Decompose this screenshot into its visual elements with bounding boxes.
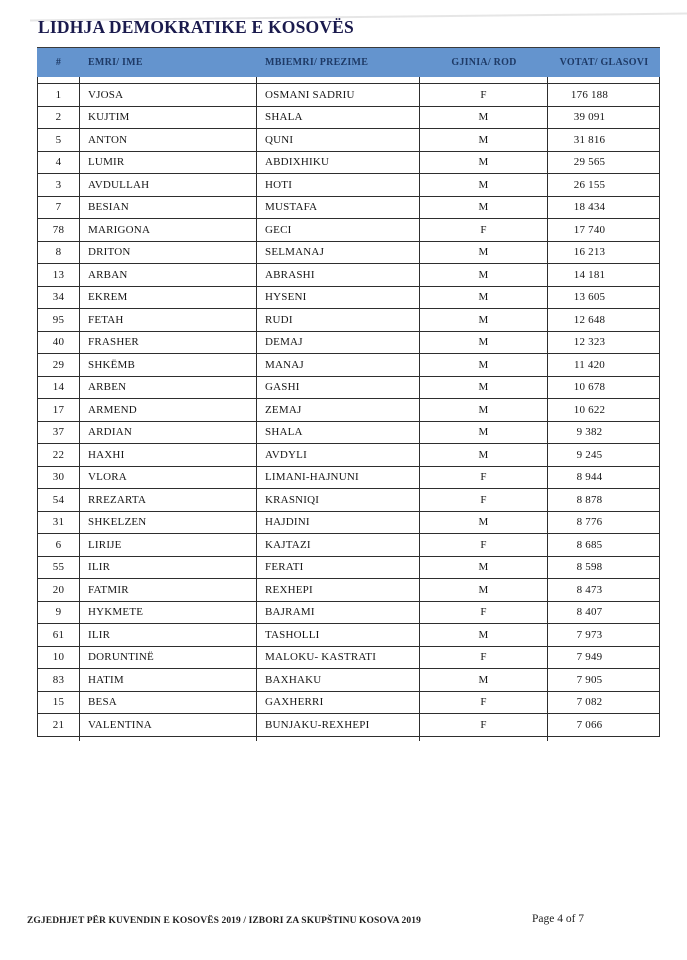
last-name-cell: ABDIXHIKU bbox=[257, 152, 420, 174]
first-name-cell: VLORA bbox=[80, 467, 257, 489]
party-title: LIDHJA DEMOKRATIKE E KOSOVËS bbox=[38, 17, 354, 37]
last-name-cell: GECI bbox=[257, 219, 420, 241]
gender-cell: M bbox=[420, 242, 548, 264]
first-name-cell: ILIR bbox=[80, 557, 257, 579]
table-row bbox=[38, 691, 659, 714]
votes-cell: 31 816 bbox=[573, 133, 606, 146]
gender-cell: M bbox=[420, 579, 548, 601]
col-header-first-name: EMRI/ IME bbox=[88, 57, 143, 68]
last-name-cell: KRASNIQI bbox=[257, 489, 420, 511]
first-name-cell: VALENTINA bbox=[80, 714, 257, 736]
table-header-row bbox=[37, 47, 660, 77]
last-name-cell: MUSTAFA bbox=[257, 197, 420, 219]
first-name-cell: SHKËMB bbox=[80, 354, 257, 376]
rank-cell: 37 bbox=[38, 422, 80, 444]
last-name-cell: RUDI bbox=[257, 309, 420, 331]
votes-cell: 14 181 bbox=[573, 268, 606, 281]
table-row bbox=[38, 83, 659, 106]
last-name-cell: MALOKU- KASTRATI bbox=[257, 647, 420, 669]
gender-cell: M bbox=[420, 174, 548, 196]
table-row bbox=[38, 443, 659, 466]
last-name-cell: GAXHERRI bbox=[257, 692, 420, 714]
last-name-cell: SHALA bbox=[257, 107, 420, 129]
gender-cell: M bbox=[420, 287, 548, 309]
gender-cell: F bbox=[420, 534, 548, 556]
last-name-cell: HYSENI bbox=[257, 287, 420, 309]
table-row bbox=[38, 241, 659, 264]
last-name-cell: REXHEPI bbox=[257, 579, 420, 601]
gender-cell: F bbox=[420, 467, 548, 489]
first-name-cell: MARIGONA bbox=[80, 219, 257, 241]
gender-cell: M bbox=[420, 422, 548, 444]
candidates-table bbox=[37, 47, 660, 742]
votes-cell: 8 685 bbox=[576, 538, 603, 551]
rank-cell: 30 bbox=[38, 467, 80, 489]
votes-cell: 7 082 bbox=[576, 696, 603, 709]
table-row bbox=[38, 466, 659, 489]
first-name-cell: BESIAN bbox=[80, 197, 257, 219]
last-name-cell: QUNI bbox=[257, 129, 420, 151]
table-row bbox=[38, 376, 659, 399]
rank-cell: 29 bbox=[38, 354, 80, 376]
last-name-cell: HOTI bbox=[257, 174, 420, 196]
table-row bbox=[38, 713, 659, 736]
rank-cell: 40 bbox=[38, 332, 80, 354]
first-name-cell: LIRIJE bbox=[80, 534, 257, 556]
last-name-cell: SHALA bbox=[257, 422, 420, 444]
table-row bbox=[38, 668, 659, 691]
gender-cell: F bbox=[420, 84, 548, 106]
last-name-cell: FERATI bbox=[257, 557, 420, 579]
last-name-cell: ZEMAJ bbox=[257, 399, 420, 421]
votes-cell: 17 740 bbox=[573, 223, 606, 236]
table-row bbox=[38, 511, 659, 534]
table-row bbox=[38, 106, 659, 129]
first-name-cell: HATIM bbox=[80, 669, 257, 691]
gender-cell: M bbox=[420, 557, 548, 579]
table-row bbox=[38, 218, 659, 241]
votes-cell: 10 678 bbox=[573, 381, 606, 394]
last-name-cell: SELMANAJ bbox=[257, 242, 420, 264]
last-name-cell: BAJRAMI bbox=[257, 602, 420, 624]
first-name-cell: SHKELZEN bbox=[80, 512, 257, 534]
votes-cell: 176 188 bbox=[570, 88, 609, 101]
rank-cell: 3 bbox=[38, 174, 80, 196]
rank-cell: 15 bbox=[38, 692, 80, 714]
table-row bbox=[38, 646, 659, 669]
col-header-votes: VOTAT/ GLASOVI bbox=[559, 57, 649, 68]
votes-cell: 9 382 bbox=[576, 426, 603, 439]
first-name-cell: EKREM bbox=[80, 287, 257, 309]
rank-cell: 61 bbox=[38, 624, 80, 646]
rank-cell: 22 bbox=[38, 444, 80, 466]
votes-cell: 8 473 bbox=[576, 583, 603, 596]
rank-cell: 5 bbox=[38, 129, 80, 151]
table-body bbox=[37, 77, 660, 737]
first-name-cell: DORUNTINË bbox=[80, 647, 257, 669]
gender-cell: M bbox=[420, 669, 548, 691]
votes-cell: 13 605 bbox=[573, 291, 606, 304]
votes-cell: 12 648 bbox=[573, 313, 606, 326]
first-name-cell: ARBEN bbox=[80, 377, 257, 399]
table-row bbox=[38, 151, 659, 174]
table-row bbox=[38, 421, 659, 444]
table-row bbox=[38, 308, 659, 331]
first-name-cell: ARBAN bbox=[80, 264, 257, 286]
rank-cell: 6 bbox=[38, 534, 80, 556]
gender-cell: F bbox=[420, 602, 548, 624]
votes-cell: 7 905 bbox=[576, 673, 603, 686]
gender-cell: F bbox=[420, 647, 548, 669]
first-name-cell: FETAH bbox=[80, 309, 257, 331]
rank-cell: 20 bbox=[38, 579, 80, 601]
gender-cell: M bbox=[420, 152, 548, 174]
votes-cell: 8 776 bbox=[576, 516, 603, 529]
rank-cell: 9 bbox=[38, 602, 80, 624]
votes-cell: 8 878 bbox=[576, 493, 603, 506]
page-number: Page 4 of 7 bbox=[532, 913, 585, 925]
votes-cell: 8 598 bbox=[576, 561, 603, 574]
last-name-cell: GASHI bbox=[257, 377, 420, 399]
rank-cell: 34 bbox=[38, 287, 80, 309]
first-name-cell: BESA bbox=[80, 692, 257, 714]
table-row bbox=[38, 556, 659, 579]
gender-cell: M bbox=[420, 197, 548, 219]
rank-cell: 14 bbox=[38, 377, 80, 399]
table-row bbox=[38, 398, 659, 421]
gender-cell: M bbox=[420, 624, 548, 646]
last-name-cell: AVDYLI bbox=[257, 444, 420, 466]
header-gap bbox=[38, 77, 659, 83]
rank-cell: 31 bbox=[38, 512, 80, 534]
first-name-cell: RREZARTA bbox=[80, 489, 257, 511]
gender-cell: M bbox=[420, 107, 548, 129]
votes-cell: 8 944 bbox=[576, 471, 603, 484]
first-name-cell: LUMIR bbox=[80, 152, 257, 174]
first-name-cell: AVDULLAH bbox=[80, 174, 257, 196]
rank-cell: 10 bbox=[38, 647, 80, 669]
rank-cell: 8 bbox=[38, 242, 80, 264]
gender-cell: F bbox=[420, 692, 548, 714]
gender-cell: M bbox=[420, 129, 548, 151]
votes-cell: 11 420 bbox=[573, 358, 606, 371]
rank-cell: 1 bbox=[38, 84, 80, 106]
votes-cell: 7 949 bbox=[576, 651, 603, 664]
first-name-cell: ARMEND bbox=[80, 399, 257, 421]
votes-cell: 39 091 bbox=[573, 111, 606, 124]
first-name-cell: HYKMETE bbox=[80, 602, 257, 624]
first-name-cell: HAXHI bbox=[80, 444, 257, 466]
rank-cell: 21 bbox=[38, 714, 80, 736]
votes-cell: 9 245 bbox=[576, 448, 603, 461]
table-row bbox=[38, 173, 659, 196]
last-name-cell: BAXHAKU bbox=[257, 669, 420, 691]
votes-cell: 7 973 bbox=[576, 628, 603, 641]
last-name-cell: HAJDINI bbox=[257, 512, 420, 534]
gender-cell: M bbox=[420, 444, 548, 466]
last-name-cell: TASHOLLI bbox=[257, 624, 420, 646]
table-row bbox=[38, 488, 659, 511]
last-name-cell: KAJTAZI bbox=[257, 534, 420, 556]
rank-cell: 54 bbox=[38, 489, 80, 511]
votes-cell: 7 066 bbox=[576, 718, 603, 731]
first-name-cell: VJOSA bbox=[80, 84, 257, 106]
rank-cell: 95 bbox=[38, 309, 80, 331]
table-bottom-scan-stubs bbox=[37, 737, 660, 742]
first-name-cell: ARDIAN bbox=[80, 422, 257, 444]
rank-cell: 17 bbox=[38, 399, 80, 421]
votes-cell: 12 323 bbox=[573, 336, 606, 349]
gender-cell: M bbox=[420, 309, 548, 331]
last-name-cell: MANAJ bbox=[257, 354, 420, 376]
rank-cell: 4 bbox=[38, 152, 80, 174]
gender-cell: M bbox=[420, 512, 548, 534]
rank-cell: 7 bbox=[38, 197, 80, 219]
gender-cell: M bbox=[420, 399, 548, 421]
table-row bbox=[38, 286, 659, 309]
last-name-cell: OSMANI SADRIU bbox=[257, 84, 420, 106]
last-name-cell: ABRASHI bbox=[257, 264, 420, 286]
first-name-cell: DRITON bbox=[80, 242, 257, 264]
rank-cell: 83 bbox=[38, 669, 80, 691]
table-row bbox=[38, 331, 659, 354]
votes-cell: 8 407 bbox=[576, 606, 603, 619]
gender-cell: F bbox=[420, 219, 548, 241]
col-header-gender: GJINIA/ ROD bbox=[451, 57, 517, 68]
gender-cell: M bbox=[420, 264, 548, 286]
gender-cell: M bbox=[420, 332, 548, 354]
table-row bbox=[38, 533, 659, 556]
table-row bbox=[38, 623, 659, 646]
votes-cell: 26 155 bbox=[573, 178, 606, 191]
first-name-cell: FATMIR bbox=[80, 579, 257, 601]
votes-cell: 29 565 bbox=[573, 156, 606, 169]
footer-election-label: ZGJEDHJET PËR KUVENDIN E KOSOVËS 2019 / IZBORI ZA SKUPŠTINU KOSOVA 2019 bbox=[27, 916, 421, 926]
last-name-cell: BUNJAKU-REXHEPI bbox=[257, 714, 420, 736]
table-row bbox=[38, 263, 659, 286]
first-name-cell: FRASHER bbox=[80, 332, 257, 354]
votes-cell: 18 434 bbox=[573, 201, 606, 214]
first-name-cell: ILIR bbox=[80, 624, 257, 646]
table-row bbox=[38, 578, 659, 601]
table-row bbox=[38, 196, 659, 219]
first-name-cell: KUJTIM bbox=[80, 107, 257, 129]
rank-cell: 55 bbox=[38, 557, 80, 579]
gender-cell: F bbox=[420, 714, 548, 736]
first-name-cell: ANTON bbox=[80, 129, 257, 151]
last-name-cell: LIMANI-HAJNUNI bbox=[257, 467, 420, 489]
col-header-number: # bbox=[55, 57, 62, 68]
col-header-last-name: MBIEMRI/ PREZIME bbox=[265, 57, 369, 68]
table-row bbox=[38, 601, 659, 624]
table-row bbox=[38, 353, 659, 376]
votes-cell: 16 213 bbox=[573, 246, 606, 259]
rank-cell: 13 bbox=[38, 264, 80, 286]
gender-cell: M bbox=[420, 377, 548, 399]
rank-cell: 78 bbox=[38, 219, 80, 241]
table-row bbox=[38, 128, 659, 151]
gender-cell: M bbox=[420, 354, 548, 376]
last-name-cell: DEMAJ bbox=[257, 332, 420, 354]
votes-cell: 10 622 bbox=[573, 403, 606, 416]
rank-cell: 2 bbox=[38, 107, 80, 129]
gender-cell: F bbox=[420, 489, 548, 511]
